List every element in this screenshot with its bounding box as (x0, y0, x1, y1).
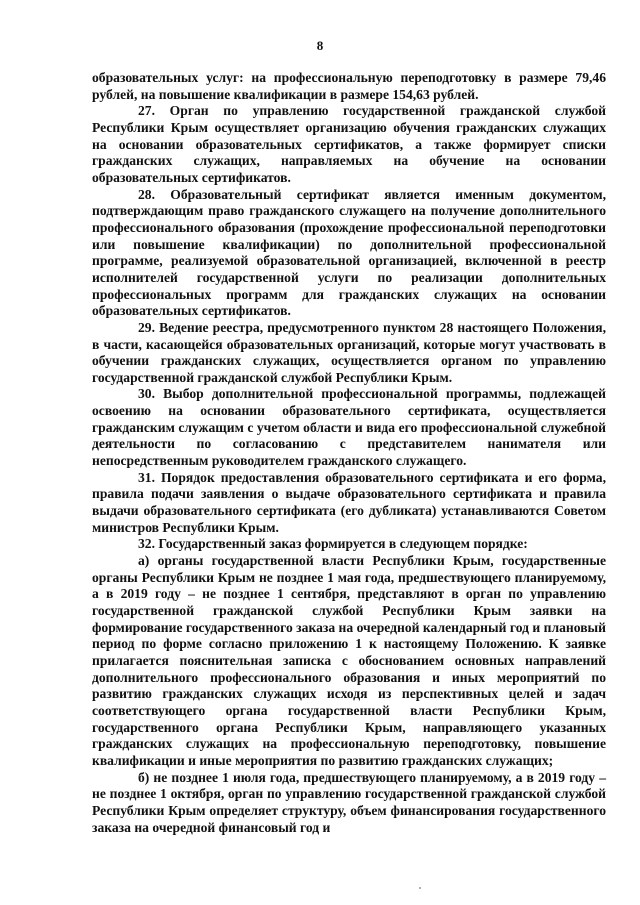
page-number: 8 (316, 38, 324, 53)
paragraph-27: 27. Орган по управлению государственной гражданской службой Республики Крым осуществляет организацию обучения гражданских служащих на основании образовательных сертификатов, а также формирует списки гражданских служащих, направляемых на обучение на основании образовательных сертификатов. (92, 103, 606, 185)
paragraph-32: 32. Государственный заказ формируется в следующем порядке: (138, 536, 528, 552)
scan-speck (419, 887, 421, 889)
paragraph-28: 28. Образовательный сертификат является именным документом, подтверждающим право гражданского служащего на получение дополнительного профессионального образования (прохождение профессиональной переподготовки или повышение квалификации) по дополнительной профессиональной программе, реализуемой образовательной организацией, включенной в реестр исполнителей государственной услуги по реализации дополнительных профессиональных программ для гражданских служащих на основании образовательных сертификатов. (92, 186, 606, 319)
paragraph-32-b: б) не позднее 1 июля года, предшествующего планируемому, а в 2019 году – не позднее 1 октября, орган по управлению государственной гражданской службой Республики Крым определяет структуру, объем финансирования государственного заказа на очередной финансовый год и (92, 769, 606, 835)
paragraph-32-a: а) органы государственной власти Республики Крым, государственные органы Республики Крым не позднее 1 мая года, предшествующего планируемому, а в 2019 году – не позднее 1 сентября, представляют в орган по управлению государственной гражданской службой Республики Крым заявки на формирование государственного заказа на очередной календарный год и плановый период по форме согласно приложению 1 к настоящему Положению. К заявке прилагается пояснительная записка с обоснованием основных направлений дополнительного профессионального образования и иных мероприятий по развитию гражданских служащих исходя из перспективных целей и задач соответствующего органа государственной власти Республики Крым, государственного органа Республики Крым, направляющего указанных гражданских служащих на профессиональную переподготовку, повышение квалификации и иные мероприятия по развитию гражданских служащих; (92, 553, 606, 768)
paragraph-30: 30. Выбор дополнительной профессиональной программы, подлежащей освоению на основании образовательного сертификата, осуществляется гражданским служащим с учетом области и вида его профессиональной служебной деятельности по согласованию с представителем нанимателя или непосредственным руководителем гражданского служащего. (92, 386, 606, 469)
paragraph-26-continuation: образовательных услуг: на профессиональную переподготовку в размере 79,46 рублей, на повышение квалификации в размере 154,63 рублей. (92, 70, 606, 102)
document-body (92, 70, 606, 836)
paragraph-31: 31. Порядок предоставления образовательного сертификата и его форма, правила подачи заявления о выдаче образовательного сертификата и правила выдачи образовательного сертификата (его дубликата) устанавливаются Советом министров Республики Крым. (92, 469, 606, 535)
paragraph-29: 29. Ведение реестра, предусмотренного пунктом 28 настоящего Положения, в части, касающейся образовательных организаций, которые могут участвовать в обучении гражданских служащих, осуществляется органом по управлению государственной гражданской службой Республики Крым. (92, 319, 606, 385)
